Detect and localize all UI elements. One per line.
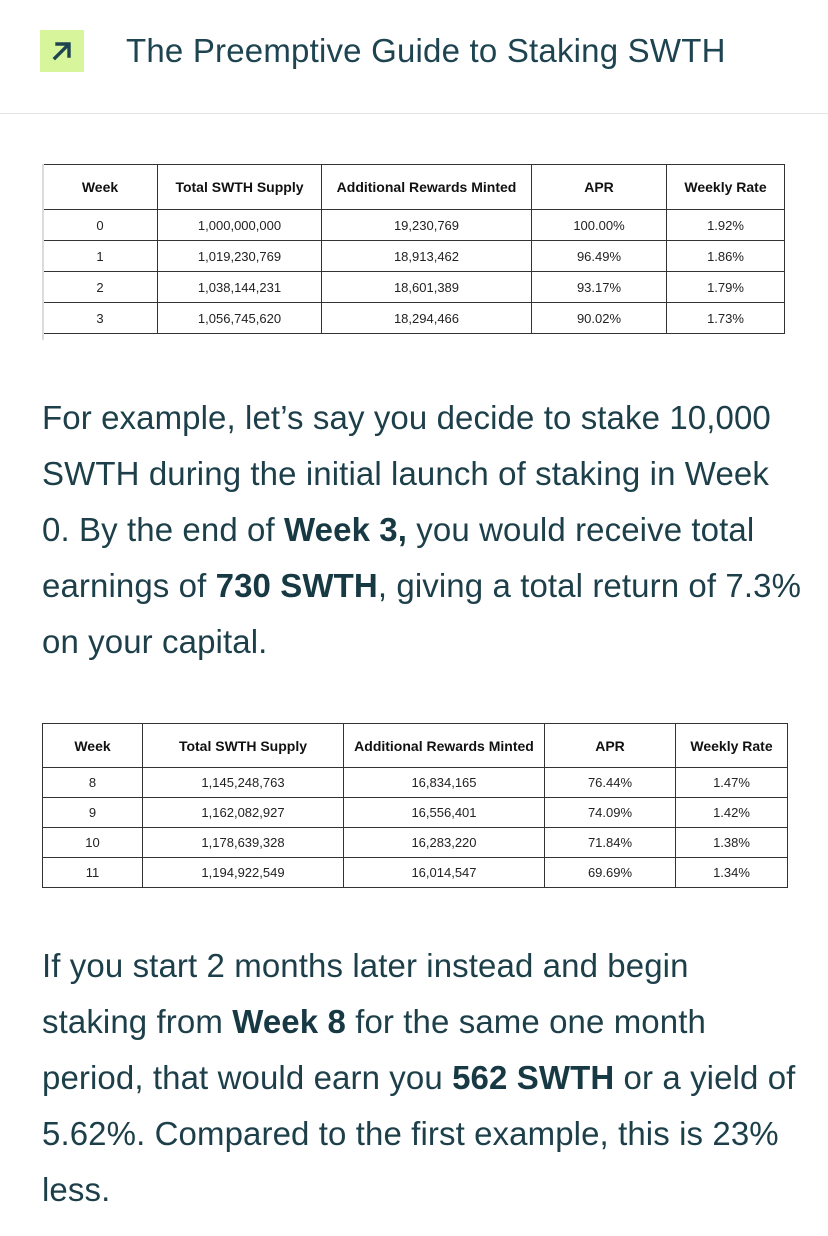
table-edge-divider	[42, 164, 44, 340]
table-row	[43, 858, 788, 888]
table-cell: 1.73%	[667, 303, 785, 334]
table-cell: 8	[43, 768, 143, 798]
column-header-weekly-rate: Weekly Rate	[667, 165, 785, 210]
table-cell: 1,038,144,231	[158, 272, 322, 303]
table-cell: 1.79%	[667, 272, 785, 303]
staking-table-weeks-8-11	[42, 723, 788, 888]
table-row	[43, 210, 785, 241]
table-cell: 3	[43, 303, 158, 334]
table-cell: 1.34%	[676, 858, 788, 888]
table-cell: 1,178,639,328	[143, 828, 344, 858]
table-cell: 1.42%	[676, 798, 788, 828]
paragraph-text: If you start 2 months later instead and begin staking from	[42, 947, 689, 1040]
column-header-apr: APR	[545, 724, 676, 768]
staking-table-weeks-0-3	[42, 164, 785, 334]
table-cell: 69.69%	[545, 858, 676, 888]
table-cell: 16,834,165	[344, 768, 545, 798]
table-cell: 1	[43, 241, 158, 272]
example-paragraph-2	[42, 938, 802, 1218]
column-header-apr: APR	[532, 165, 667, 210]
paragraph-text: or a yield of 5.62%. Compared to the first example, this is 23% less.	[42, 1059, 796, 1208]
table-cell: 1,019,230,769	[158, 241, 322, 272]
table-cell: 2	[43, 272, 158, 303]
table-row	[43, 303, 785, 334]
table-cell: 9	[43, 798, 143, 828]
table-cell: 1,162,082,927	[143, 798, 344, 828]
column-header-total-supply: Total SWTH Supply	[158, 165, 322, 210]
emphasis-text: 562 SWTH	[452, 1059, 615, 1096]
table-cell: 1,145,248,763	[143, 768, 344, 798]
column-header-total-supply: Total SWTH Supply	[143, 724, 344, 768]
article-title: The Preemptive Guide to Staking SWTH	[126, 32, 726, 69]
column-header-weekly-rate: Weekly Rate	[676, 724, 788, 768]
table-cell: 16,014,547	[344, 858, 545, 888]
paragraph-text: , giving a total return of 7.3% on your capital.	[42, 567, 802, 660]
table-cell: 1.86%	[667, 241, 785, 272]
table-cell: 93.17%	[532, 272, 667, 303]
column-header-rewards-minted: Additional Rewards Minted	[344, 724, 545, 768]
emphasis-text: 730 SWTH	[215, 567, 378, 604]
table-cell: 1.92%	[667, 210, 785, 241]
table-cell: 0	[43, 210, 158, 241]
arrow-up-right-icon	[50, 39, 74, 63]
table-cell: 10	[43, 828, 143, 858]
example-paragraph-1	[42, 390, 802, 670]
column-header-week: Week	[43, 724, 143, 768]
table-cell: 76.44%	[545, 768, 676, 798]
emphasis-text: Week 3,	[284, 511, 408, 548]
table-cell: 18,913,462	[322, 241, 532, 272]
table-row	[43, 272, 785, 303]
table-header-row	[43, 165, 785, 210]
paragraph-text: you would receive total earnings of	[42, 511, 755, 604]
paragraph-text: For example, let’s say you decide to stake 10,000 SWTH during the initial launch of staking in Week 0. By the end of	[42, 399, 771, 548]
table-cell: 1.38%	[676, 828, 788, 858]
table-cell: 16,283,220	[344, 828, 545, 858]
table-cell: 16,556,401	[344, 798, 545, 828]
table-cell: 18,294,466	[322, 303, 532, 334]
table-cell: 1,194,922,549	[143, 858, 344, 888]
table-row	[43, 768, 788, 798]
table-cell: 1,000,000,000	[158, 210, 322, 241]
table-cell: 90.02%	[532, 303, 667, 334]
table-cell: 19,230,769	[322, 210, 532, 241]
table-row	[43, 241, 785, 272]
table-header-row	[43, 724, 788, 768]
table-row	[43, 798, 788, 828]
table-cell: 1.47%	[676, 768, 788, 798]
external-link-button[interactable]	[40, 30, 84, 72]
table-cell: 18,601,389	[322, 272, 532, 303]
table-cell: 11	[43, 858, 143, 888]
paragraph-text: for the same one month period, that would earn you	[42, 1003, 706, 1096]
table-cell: 96.49%	[532, 241, 667, 272]
table-row	[43, 828, 788, 858]
column-header-week: Week	[43, 165, 158, 210]
table-cell: 71.84%	[545, 828, 676, 858]
table-cell: 74.09%	[545, 798, 676, 828]
article-header	[0, 0, 828, 114]
emphasis-text: Week 8	[232, 1003, 346, 1040]
table-cell: 100.00%	[532, 210, 667, 241]
column-header-rewards-minted: Additional Rewards Minted	[322, 165, 532, 210]
table-cell: 1,056,745,620	[158, 303, 322, 334]
